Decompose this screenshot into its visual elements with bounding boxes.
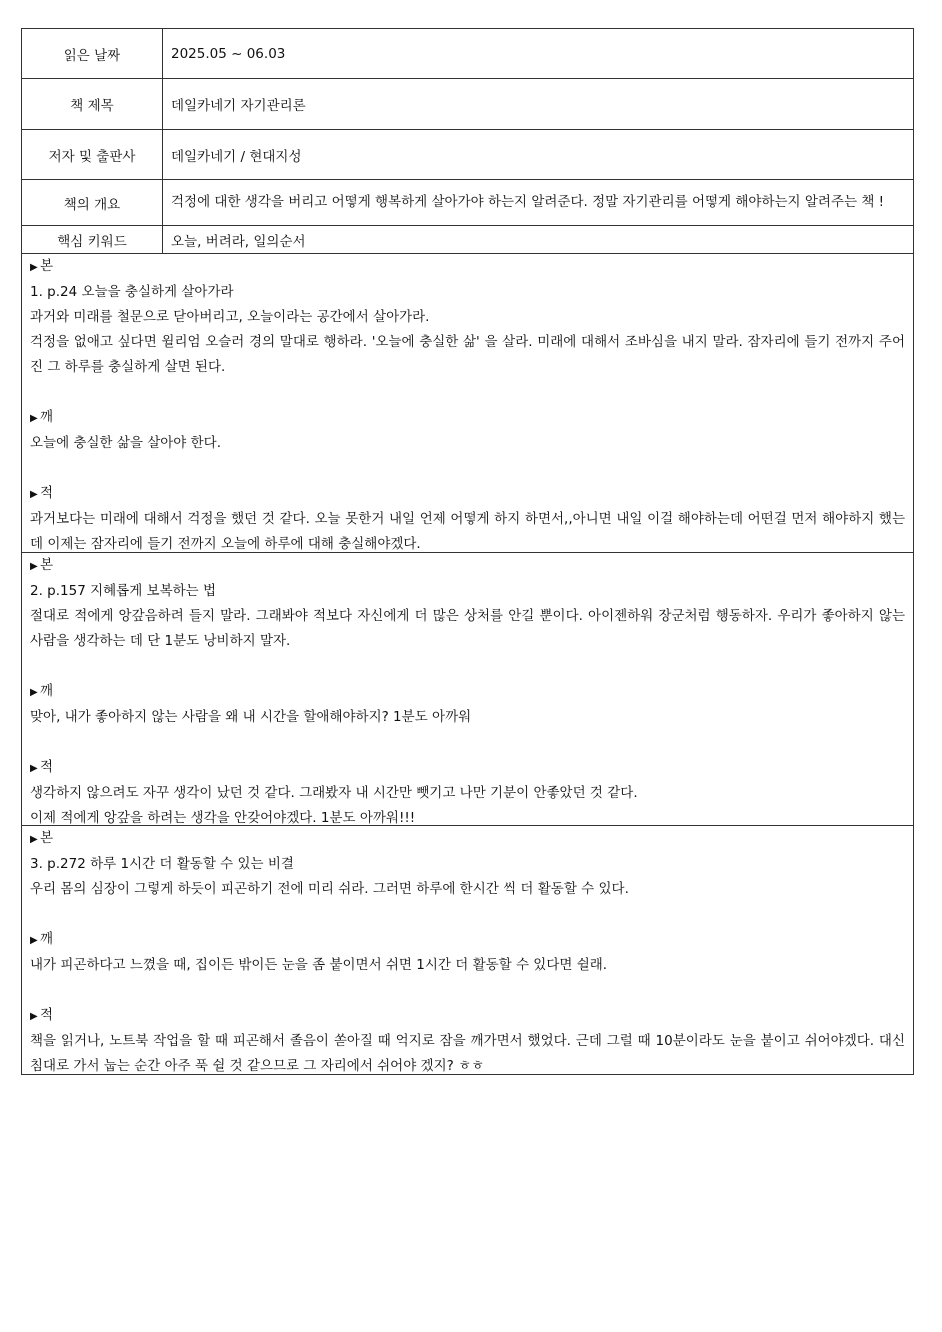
- spacer: [30, 978, 905, 1003]
- jeok-text: 책을 읽거나, 노트북 작업을 할 때 피곤해서 졸음이 쏟아질 때 억지로 잠을 깨가면서 했었다. 근데 그럴 때 10분이라도 눈을 붙이고 쉬어야겠다. 대신 침대로 가서 눕는 순간 아주 푹 쉴 것 같으므로 그 자리에서 쉬어야 겠지? ㅎㅎ: [30, 1033, 905, 1074]
- summary-value: 걱정에 대한 생각을 버리고 어떻게 행복하게 살아가야 하는지 알려준다. 정말 자기관리를 어떻게 해야하는지 알려주는 책 !: [163, 180, 914, 226]
- date-label: 읽은 날짜: [22, 29, 163, 79]
- jeok-label: 적: [40, 759, 54, 775]
- triangle-bullet-icon: ▶: [30, 561, 38, 572]
- info-row-date: [22, 29, 914, 79]
- triangle-bullet-icon: ▶: [30, 935, 38, 946]
- kkae-heading: [30, 405, 905, 431]
- jeok-heading: [30, 481, 905, 507]
- reading-log-sheet: [21, 28, 914, 1075]
- bon-text: 절대로 적에게 앙갚음하려 들지 말라. 그래봐야 적보다 자신에게 더 많은 상처를 안길 뿐이다. 아이젠하워 장군처럼 행동하자. 우리가 좋아하지 않는 사람을 생각하는 데 단 1분도 낭비하지 말자.: [30, 608, 905, 649]
- note-section-3: [21, 826, 914, 1075]
- section-title: 3. p.272 하루 1시간 더 활동할 수 있는 비결: [30, 856, 294, 872]
- triangle-bullet-icon: ▶: [30, 262, 38, 273]
- bon-text: 걱정을 없애고 싶다면 윌리엄 오슬러 경의 말대로 행하라. '오늘에 충실한 삶' 을 살라. 미래에 대해서 조바심을 내지 말라. 잠자리에 들기 전까지 주어진 그 하루를 충실하게 살면 된다.: [30, 334, 905, 375]
- author-label: 저자 및 출판사: [22, 130, 163, 180]
- kkae-heading: [30, 679, 905, 705]
- spacer: [30, 654, 905, 679]
- date-value: 2025.05 ~ 06.03: [163, 29, 914, 79]
- triangle-bullet-icon: ▶: [30, 413, 38, 424]
- bon-label: 본: [40, 557, 54, 573]
- keywords-label: 핵심 키워드: [22, 226, 163, 254]
- note-section-2: [21, 553, 914, 826]
- info-row-keywords: [22, 226, 914, 254]
- jeok-heading: [30, 755, 905, 781]
- bon-text: 우리 몸의 심장이 그렇게 하듯이 피곤하기 전에 미리 쉬라. 그러면 하루에 한시간 씩 더 활동할 수 있다.: [30, 881, 629, 897]
- jeok-label: 적: [40, 485, 54, 501]
- jeok-text: 이제 적에게 앙갚을 하려는 생각을 안갖어야겠다. 1분도 아까워!!!: [30, 810, 416, 826]
- bon-heading: [30, 254, 905, 280]
- kkae-label: 깨: [40, 683, 54, 699]
- triangle-bullet-icon: ▶: [30, 687, 38, 698]
- jeok-text: 과거보다는 미래에 대해서 걱정을 했던 것 같다. 오늘 못한거 내일 언제 어떻게 하지 하면서,,아니면 내일 이걸 해야하는데 어떤걸 먼저 해야하지 했는데 이제는 잠자리에 들기 전까지 오늘에 하루에 대해 충실해야겠다.: [30, 511, 905, 552]
- kkae-text: 맞아, 내가 좋아하지 않는 사람을 왜 내 시간을 할애해야하지? 1분도 아까워: [30, 709, 472, 725]
- bon-label: 본: [40, 830, 54, 846]
- spacer: [30, 730, 905, 755]
- triangle-bullet-icon: ▶: [30, 834, 38, 845]
- bon-label: 본: [40, 258, 54, 274]
- triangle-bullet-icon: ▶: [30, 1011, 38, 1022]
- kkae-label: 깨: [40, 931, 54, 947]
- spacer: [30, 902, 905, 927]
- kkae-text: 오늘에 충실한 삶을 살아야 한다.: [30, 435, 221, 451]
- kkae-label: 깨: [40, 409, 54, 425]
- title-label: 책 제목: [22, 79, 163, 130]
- book-info-table: [21, 28, 914, 254]
- spacer: [30, 380, 905, 405]
- summary-label: 책의 개요: [22, 180, 163, 226]
- jeok-text: 생각하지 않으려도 자꾸 생각이 났던 것 같다. 그래봤자 내 시간만 뺏기고 나만 기분이 안좋았던 것 같다.: [30, 785, 638, 801]
- note-section-1: [21, 254, 914, 553]
- info-row-author: [22, 130, 914, 180]
- jeok-label: 적: [40, 1007, 54, 1023]
- info-row-title: [22, 79, 914, 130]
- spacer: [30, 456, 905, 481]
- info-row-summary: [22, 180, 914, 226]
- title-value: 데일카네기 자기관리론: [163, 79, 914, 130]
- section-title: 2. p.157 지혜롭게 보복하는 법: [30, 583, 217, 599]
- keywords-value: 오늘, 버려라, 일의순서: [163, 226, 914, 254]
- kkae-heading: [30, 927, 905, 953]
- kkae-text: 내가 피곤하다고 느꼈을 때, 집이든 밖이든 눈을 좀 붙이면서 쉬면 1시간 더 활동할 수 있다면 쉴래.: [30, 957, 608, 973]
- triangle-bullet-icon: ▶: [30, 489, 38, 500]
- triangle-bullet-icon: ▶: [30, 763, 38, 774]
- jeok-heading: [30, 1003, 905, 1029]
- section-title: 1. p.24 오늘을 충실하게 살아가라: [30, 284, 234, 300]
- bon-text: 과거와 미래를 철문으로 닫아버리고, 오늘이라는 공간에서 살아가라.: [30, 309, 430, 325]
- author-value: 데일카네기 / 현대지성: [163, 130, 914, 180]
